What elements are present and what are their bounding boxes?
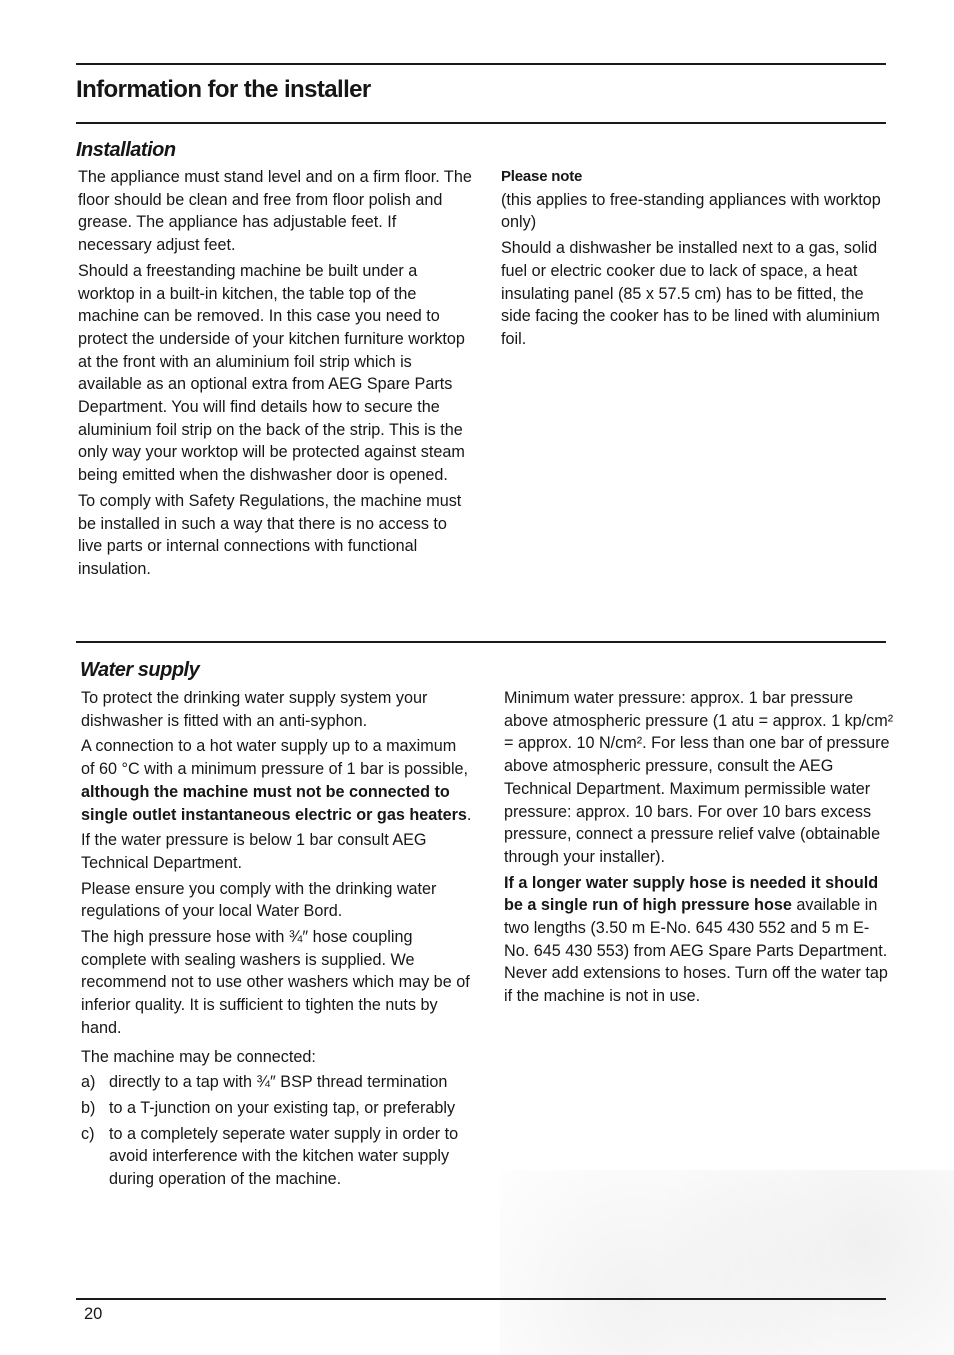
page-number: 20 [84, 1305, 103, 1323]
water-paragraph: If the water pressure is below 1 bar consult AEG Technical Department. [81, 831, 427, 872]
installation-note-column [501, 166, 891, 354]
water-paragraph: If a longer water supply hose is needed it should be a single run of high pressure hose available in two lengths (3.50 m E-No. 645 430 552 and 5 m E-No. 645 430 553) from AEG Spare Parts Department. Never add extensions to hoses. Turn off the water tap if the machine is not in use. [504, 873, 888, 1006]
installation-paragraph: To comply with Safety Regulations, the machine must be installed in such a way that there is no access to live parts or internal connections with functional insulation. [78, 491, 462, 578]
installation-left-column [78, 166, 474, 584]
water-paragraph: Please ensure you comply with the drinking water regulations of your local Water Bord. [81, 879, 437, 921]
water-paragraph: The machine may be connected: [81, 1047, 316, 1066]
please-note-scope: (this applies to free-standing appliances with worktop only) [501, 190, 881, 232]
water-paragraph: A connection to a hot water supply up to a maximum of 60 °C with a minimum pressure of 1 bar is possible, although the machine must not be connected to single outlet instantaneous electric or gas heaters. [81, 737, 472, 824]
installation-heading: Installation [76, 139, 176, 161]
water-warning-bold: although the machine must not be connected to single outlet instantaneous electric or gas heaters [81, 782, 467, 824]
installation-paragraph: Should a freestanding machine be built under a worktop in a built-in kitchen, the table top of the machine can be removed. In this case you need to protect the underside of your kitchen furniture worktop at the front with an aluminium foil strip which is available as an optional extra from AEG Spare Parts Department. You will find details how to secure the aluminium foil strip on the back of the strip. This is the only way your worktop will be protected against steam being emitted when the dishwasher door is opened. [78, 261, 465, 485]
section-rule [76, 641, 886, 643]
page-title: Information for the installer [76, 76, 371, 103]
installation-paragraph: The appliance must stand level and on a firm floor. The floor should be clean and free from floor polish and grease. The appliance has adjustable feet. If necessary adjust feet. [78, 168, 472, 255]
water-supply-left-column [81, 687, 474, 1194]
list-item: a) directly to a tap with ¾″ BSP thread termination [81, 1073, 448, 1092]
hose-note-bold: If a longer water supply hose is needed it should be a single run of high pressure hose [504, 873, 879, 915]
list-item: c) to a completely seperate water supply in order to avoid interference with the kitchen water supply during operation of the machine. [81, 1124, 459, 1189]
water-supply-right-column [504, 687, 894, 1011]
top-rule [76, 63, 886, 65]
title-rule [76, 122, 886, 124]
list-item: b) to a T-junction on your existing tap, or preferably [81, 1098, 456, 1117]
water-paragraph: Minimum water pressure: approx. 1 bar pressure above atmospheric pressure (1 atu = approx. 1 kp/cm² = approx. 10 N/cm². For less than one bar of pressure above atmospheric pressure, consult the AEG Technical Department. Maximum permissible water pressure: approx. 10 bars. For over 10 bars excess pressure, connect a pressure relief valve (obtainable through your installer). [504, 689, 894, 866]
scan-speckle [500, 1170, 954, 1355]
please-note-text: Should a dishwasher be installed next to a gas, solid fuel or electric cooker due to lack of space, a heat insulating panel (85 x 57.5 cm) has to be fitted, the side facing the cooker has to be lined with aluminium foil. [501, 239, 880, 348]
water-paragraph: To protect the drinking water supply system your dishwasher is fitted with an anti-syphon. [81, 689, 428, 730]
water-paragraph: The high pressure hose with ¾″ hose coupling complete with sealing washers is supplied. We recommend not to use other washers which may be of inferior quality. It is sufficient to tighten the nuts by hand. [81, 928, 470, 1037]
footer-rule [76, 1298, 886, 1300]
water-supply-heading: Water supply [80, 659, 200, 681]
please-note-heading: Please note [501, 168, 583, 185]
